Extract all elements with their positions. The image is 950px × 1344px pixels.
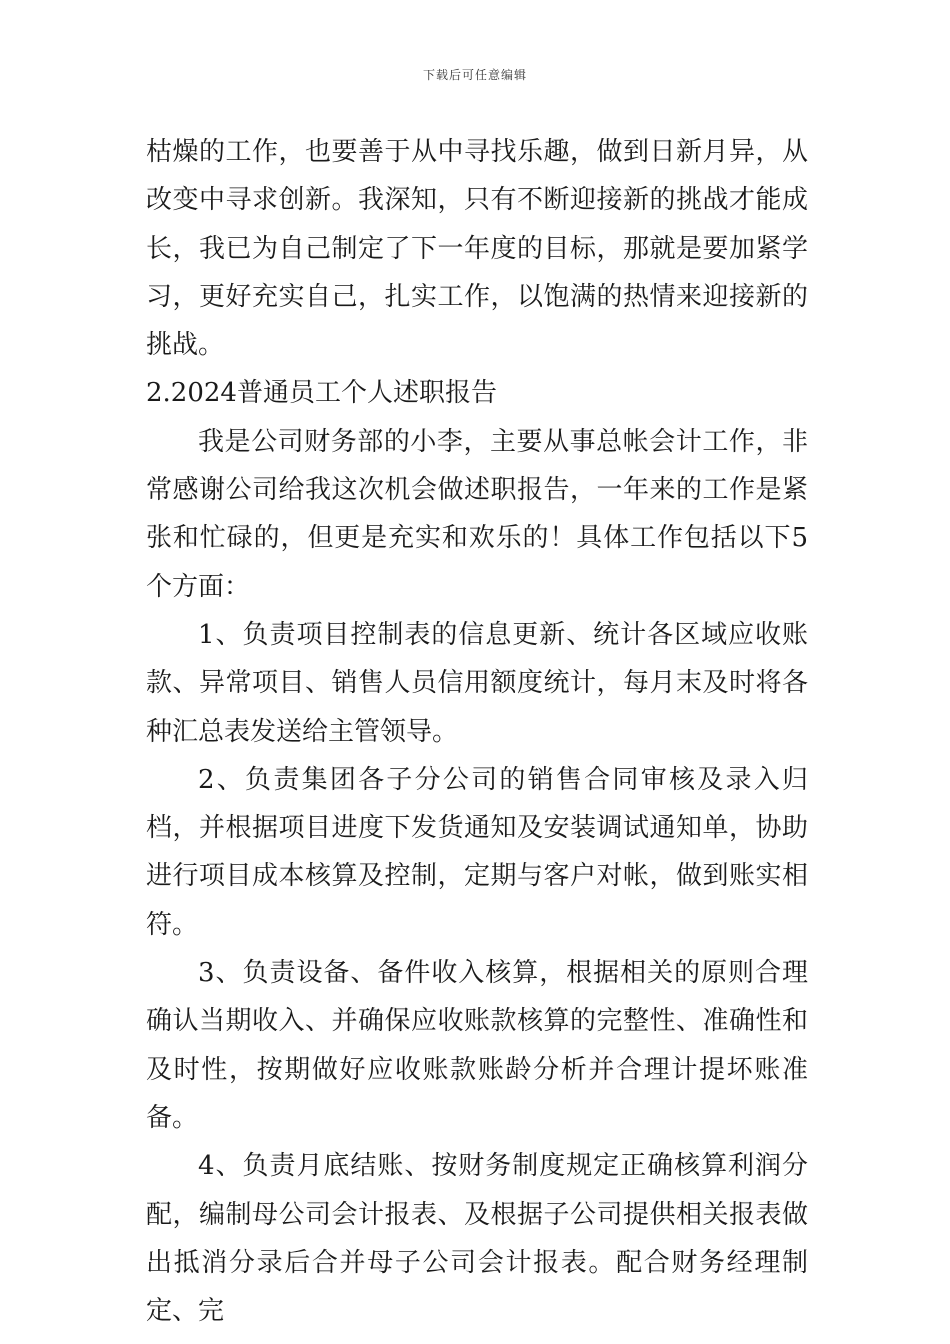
section-heading: 2.2024普通员工个人述职报告 bbox=[146, 378, 497, 409]
list-item-3: 3、负责设备、备件收入核算，根据相关的原则合理确认当期收入、并确保应收账款核算的完整性、准确性和及时性，按期做好应收账款账龄分析并合理计提坏账准备。 bbox=[146, 958, 808, 1133]
list-item-4: 4、负责月底结账、按财务制度规定正确核算利润分配，编制母公司会计报表、及根据子公司提供相关报表做出抵消分录后合并母子公司会计报表。配合财务经理制定、完 bbox=[146, 1151, 808, 1327]
document-body bbox=[146, 128, 808, 1335]
paragraph-continuation: 枯燥的工作，也要善于从中寻找乐趣，做到日新月异，从改变中寻求创新。我深知，只有不断迎接新的挑战才能成长，我已为自己制定了下一年度的目标，那就是要加紧学习，更好充实自己，扎实工作，以饱满的热情来迎接新的挑战。 bbox=[146, 137, 808, 361]
list-item-1: 1、负责项目控制表的信息更新、统计各区域应收账款、异常项目、销售人员信用额度统计，每月末及时将各种汇总表发送给主管领导。 bbox=[146, 619, 808, 747]
list-item-2: 2、负责集团各子分公司的销售合同审核及录入归档，并根据项目进度下发货通知及安装调试通知单，协助进行项目成本核算及控制，定期与客户对帐，做到账实相符。 bbox=[146, 764, 808, 940]
paragraph-intro: 我是公司财务部的小李，主要从事总帐会计工作，非常感谢公司给我这次机会做述职报告，一年来的工作是紧张和忙碌的，但更是充实和欢乐的！具体工作包括以下5个方面： bbox=[146, 426, 808, 602]
page-header-note: 下载后可任意编辑 bbox=[422, 68, 527, 82]
